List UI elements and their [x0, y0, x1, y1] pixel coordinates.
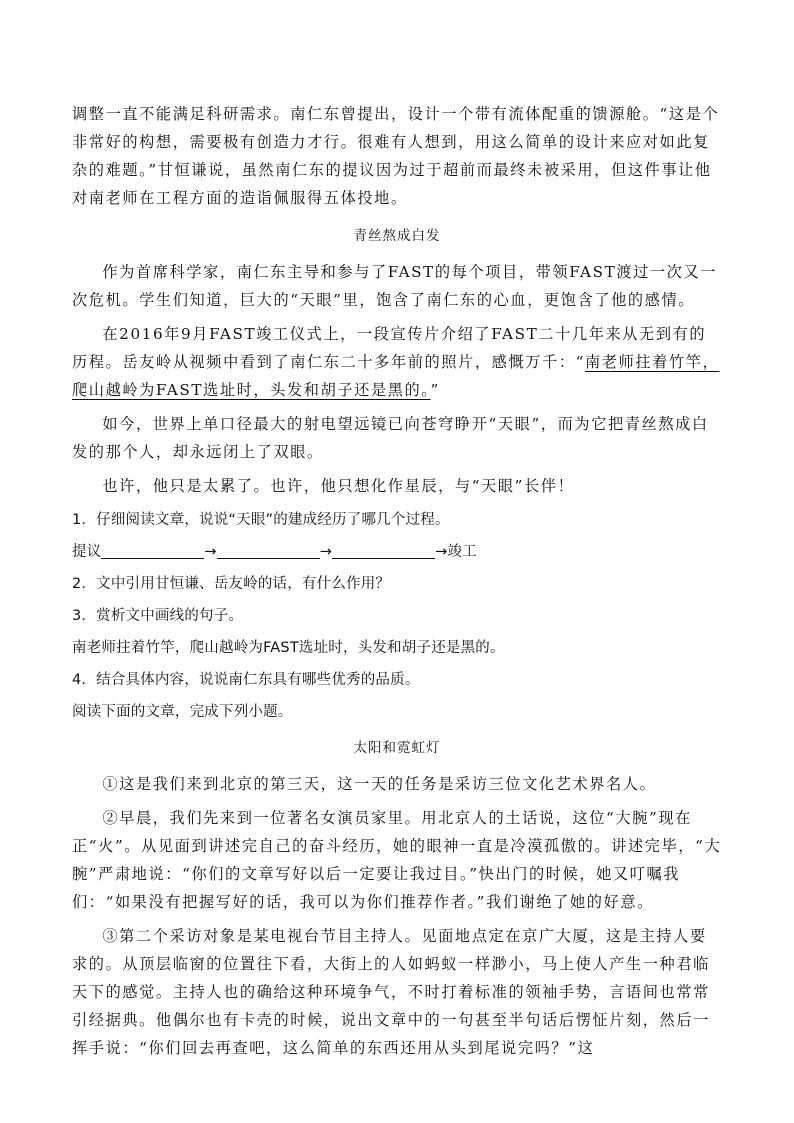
answer-blank-3[interactable] [332, 543, 435, 559]
process-start: 提议 [72, 544, 102, 560]
para2-text-after: ” [430, 381, 440, 399]
arrow-2: → [319, 544, 333, 560]
answer-blank-2[interactable] [217, 543, 320, 559]
para2-text-before: 在2016年9月FAST竣工仪式上，一段宣传片介绍了FAST二十几年来从无到有的历程。岳友岭从视频中看到了南仁东二十多年前的照片，感慨万千：“ [72, 325, 707, 371]
underlined-sentence: 南老师拄着竹竿，爬山越岭为FAST选址时，头发和胡子还是黑的。 [72, 353, 720, 399]
passage2-paragraph-1: ①这是我们来到北京的第三天，这一天的任务是采访三位文化艺术界名人。 [102, 775, 657, 793]
process-end: 竣工 [447, 544, 477, 560]
question-1: 1．仔细阅读文章，说说“天眼”的建成经历了哪几个过程。 [72, 512, 450, 528]
passage2-paragraph-2: ②早晨，我们先来到一位著名女演员家里。用北京人的土话说，这位“大腕”现在正“火”。从见面到讲述完自己的奋斗经历，她的眼神一直是冷漠孤傲的。讲述完毕，“大腕”严肃地说：“你们的文章写好以后一定要让我过目。”快出门的时候，她又叮嘱我们：“如果没有把握写好的话，我可以为你们推荐作者。”我们谢绝了她的好意。 [72, 809, 722, 911]
passage2-paragraph-3: ③第二个采访对象是某电视台节目主持人。见面地点定在京广大厦，这是主持人要求的。从顶层临窗的位置往下看，大街上的人如蚂蚁一样渺小，马上使人产生一种君临天下的感觉。主持人也的确给这种环境争气，不时打着标准的领袖手势，言语间也常常引经据典。他偶尔也有卡壳的时候，说出文章中的一句甚至半句话后愣怔片刻，然后一挥手说：“你们回去再查吧，这么简单的东西还用从头到尾说完吗？”这 [72, 927, 710, 1057]
passage2-title: 太阳和霓虹灯 [353, 740, 441, 756]
reading-instruction: 阅读下面的文章，完成下列小题。 [72, 704, 293, 720]
section-title-qingsi: 青丝熬成白发 [353, 228, 441, 244]
arrow-3: → [435, 544, 448, 560]
question-3-sentence: 南老师拄着竹竿，爬山越岭为FAST选址时，头发和胡子还是黑的。 [72, 640, 505, 656]
passage1-paragraph-2 [72, 320, 722, 404]
question-1-answer-line [72, 542, 722, 562]
passage1-paragraph-4: 也许，他只是太累了。也许，他只想化作星辰，与“天眼”长伴！ [102, 477, 575, 495]
passage1-intro-paragraph: 调整一直不能满足科研需求。南仁东曾提出，设计一个带有流体配重的馈源舱。“这是个非常好的构想，需要极有创造力才行。很难有人想到，用这么简单的设计来应对如此复杂的难题。”甘恒谦说，虽然南仁东的提议因为过于超前而最终未被采用，但这件事让他对南老师在工程方面的造诣佩服得五体投地。 [72, 105, 720, 207]
question-4: 4．结合具体内容，说说南仁东具有哪些优秀的品质。 [72, 672, 420, 688]
passage1-paragraph-1: 作为首席科学家，南仁东主导和参与了FAST的每个项目，带领FAST渡过一次又一次危机。学生们知道，巨大的“天眼”里，饱含了南仁东的心血，更饱含了他的感情。 [72, 263, 718, 309]
question-2: 2．文中引用甘恒谦、岳友岭的话，有什么作用？ [72, 576, 391, 592]
passage1-paragraph-3: 如今，世界上单口径最大的射电望远镜已向苍穹睁开“天眼”，而为它把青丝熬成白发的那个人，却永远闭上了双眼。 [72, 415, 709, 461]
answer-blank-1[interactable] [101, 543, 204, 559]
arrow-1: → [204, 544, 217, 560]
question-3: 3．赏析文中画线的句子。 [72, 608, 244, 624]
